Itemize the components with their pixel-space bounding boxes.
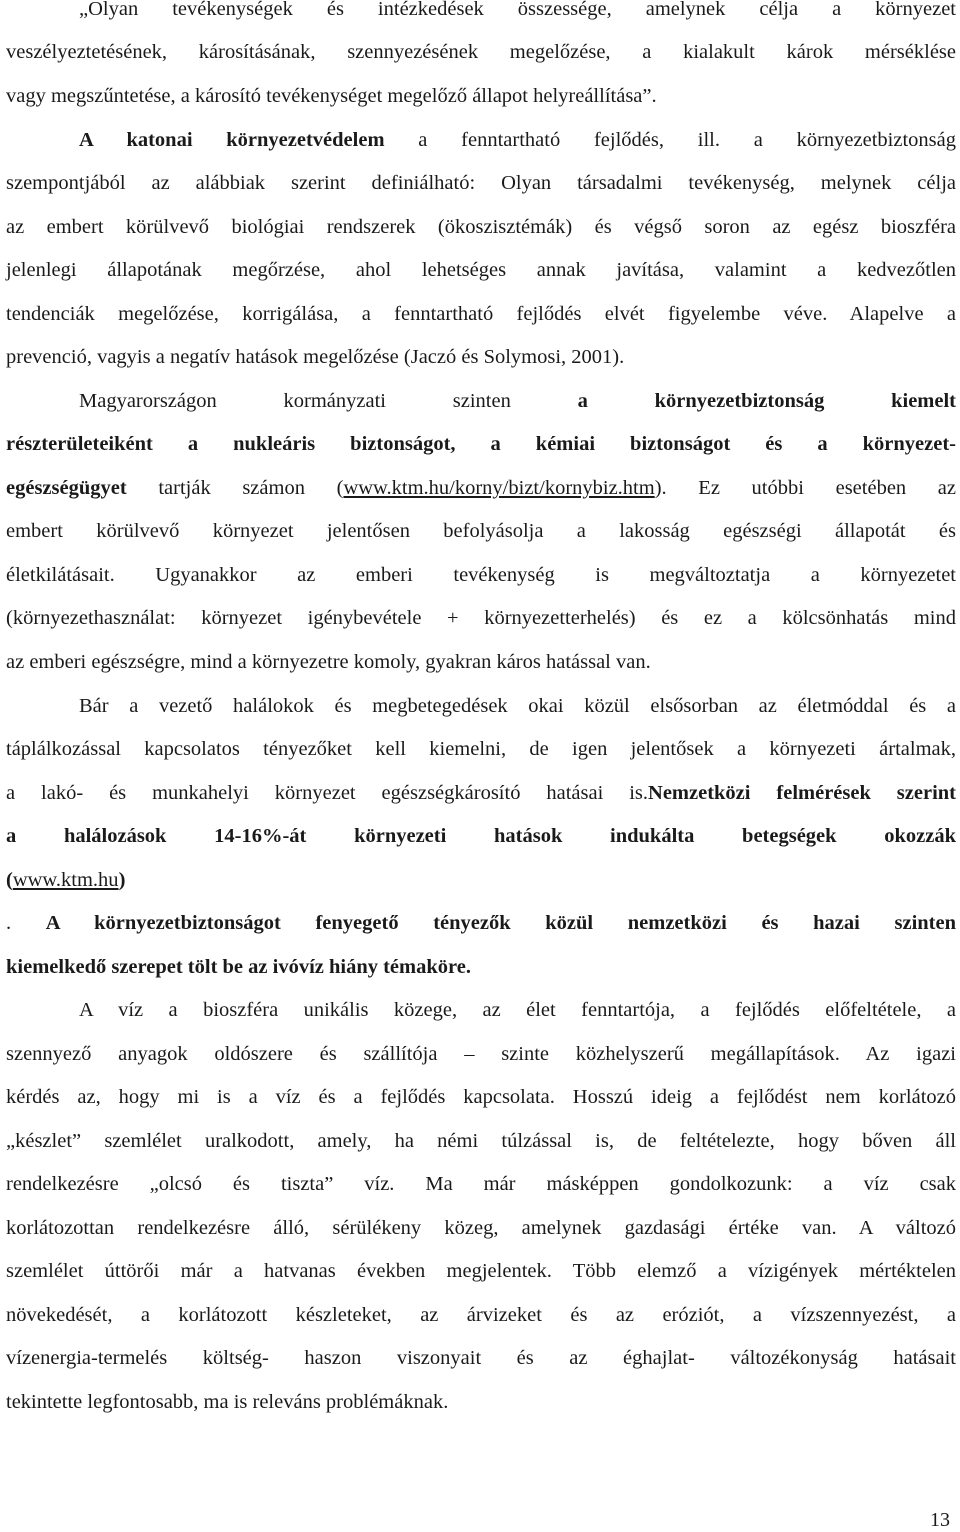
text-run: (környezethasználat: környezet igénybevétele + környezetterhelés) és ez a kölcsönhatás mind bbox=[6, 607, 956, 629]
text-run: „készlet” szemlélet uralkodott, amely, ha némi túlzással is, de feltételezte, hogy bőven áll bbox=[6, 1130, 956, 1152]
text-run: jelenlegi állapotának megőrzése, ahol lehetséges annak javítása, valamint a kedvezőtlen bbox=[6, 259, 956, 281]
text-run: „Olyan tevékenységek és intézkedések összessége, amelynek célja a környezet bbox=[79, 0, 956, 20]
paragraph-line bbox=[6, 997, 956, 1023]
paragraph-line bbox=[6, 475, 956, 501]
bold-run: egészségügyet bbox=[6, 477, 127, 499]
text-run: a lakó- és munkahelyi környezet egészségkárosító hatásai is. bbox=[6, 782, 649, 804]
bold-run: a halálozások 14-16%-át környezeti hatások indukálta betegségek okozzák bbox=[6, 825, 956, 847]
text-run: Magyarországon kormányzati szinten bbox=[79, 390, 578, 412]
text-run: ). Ez utóbbi esetében az bbox=[654, 477, 957, 499]
page-number: 13 bbox=[930, 1509, 950, 1531]
paragraph-line bbox=[6, 867, 956, 893]
paragraph-line bbox=[6, 910, 956, 936]
text-run: korlátozottan rendelkezésre álló, sérülékeny közeg, amelynek gazdasági értéke van. A változó bbox=[6, 1217, 956, 1239]
paragraph-line bbox=[6, 1302, 956, 1328]
paragraph-line bbox=[6, 344, 956, 370]
text-run: szemlélet úttörői már a hatvanas években megjelentek. Több elemző a vízigények mértéktelen bbox=[6, 1260, 956, 1282]
text-run: vagy megszűntetése, a károsító tevékenységet megelőző állapot helyreállítása”. bbox=[6, 85, 657, 107]
text-run: . bbox=[6, 912, 46, 934]
text-run: növekedését, a korlátozott készleteket, az árvizeket és az eróziót, a vízszennyezést, a bbox=[6, 1304, 956, 1326]
paragraph-line bbox=[6, 39, 956, 65]
paragraph-line bbox=[6, 301, 956, 327]
paragraph-line bbox=[6, 649, 956, 675]
bold-run: A katonai környezetvédelem bbox=[79, 129, 385, 151]
paragraph-line bbox=[6, 214, 956, 240]
text-run: az embert körülvevő biológiai rendszerek (ökoszisztémák) és végső soron az egész bioszféra bbox=[6, 216, 956, 238]
paragraph-line bbox=[6, 1128, 956, 1154]
paragraph-line bbox=[6, 780, 956, 806]
text-run: veszélyeztetésének, károsításának, szennyezésének megelőzése, a kialakult károk mérséklése bbox=[6, 41, 956, 63]
paragraph-line bbox=[6, 388, 956, 414]
text-run: embert körülvevő környezet jelentősen befolyásolja a lakosság egészségi állapotát és bbox=[6, 520, 956, 542]
paragraph-line bbox=[6, 1389, 956, 1415]
paragraph-line bbox=[6, 605, 956, 631]
text-run: rendelkezésre „olcsó és tiszta” víz. Ma már másképpen gondolkozunk: a víz csak bbox=[6, 1173, 956, 1195]
text-run: tendenciák megelőzése, korrigálása, a fenntartható fejlődés elvét figyelembe véve. Alapelve a bbox=[6, 303, 956, 325]
link-ktm[interactable]: www.ktm.hu bbox=[12, 869, 119, 891]
text-run: A víz a bioszféra unikális közege, az élet fenntartója, a fejlődés előfeltétele, a bbox=[79, 999, 956, 1021]
paragraph-line bbox=[6, 1084, 956, 1110]
bold-run: Nemzetközi felmérések szerint bbox=[648, 782, 956, 804]
paragraph-line bbox=[6, 562, 956, 588]
bold-run: kiemelkedő szerepet tölt be az ivóvíz hiány témaköre. bbox=[6, 956, 471, 978]
text-run: a fenntartható fejlődés, ill. a környezetbiztonság bbox=[384, 129, 956, 151]
paragraph-line bbox=[6, 1041, 956, 1067]
paragraph-line bbox=[6, 1258, 956, 1284]
paragraph-line bbox=[6, 0, 956, 22]
bold-run: ( bbox=[6, 869, 13, 891]
text-run: tekintette legfontosabb, ma is releváns problémáknak. bbox=[6, 1391, 449, 1413]
text-run: táplálkozással kapcsolatos tényezőket kell kiemelni, de igen jelentősek a környezeti ártalmak, bbox=[6, 738, 956, 760]
text-run: Bár a vezető halálokok és megbetegedések okai közül elsősorban az életmóddal és a bbox=[79, 695, 956, 717]
paragraph-line bbox=[6, 518, 956, 544]
text-run: tartják számon ( bbox=[126, 477, 344, 499]
text-run: szennyező anyagok oldószere és szállítója – szinte közhelyszerű megállapítások. Az igazi bbox=[6, 1043, 956, 1065]
text-run: szempontjából az alábbiak szerint definiálható: Olyan társadalmi tevékenység, melynek célja bbox=[6, 172, 956, 194]
paragraph-line bbox=[6, 257, 956, 283]
bold-run: ) bbox=[118, 869, 126, 891]
link-ktm-kornybiz[interactable]: www.ktm.hu/korny/bizt/kornybiz.htm bbox=[343, 477, 655, 499]
paragraph-line bbox=[6, 823, 956, 849]
text-run: kérdés az, hogy mi is a víz és a fejlődés kapcsolata. Hosszú ideig a fejlődést nem korlátozó bbox=[6, 1086, 956, 1108]
paragraph-line bbox=[6, 170, 956, 196]
paragraph-line bbox=[6, 1171, 956, 1197]
paragraph-line bbox=[6, 954, 956, 980]
text-run: az emberi egészségre, mind a környezetre komoly, gyakran káros hatással van. bbox=[6, 651, 651, 673]
bold-run: a környezetbiztonság kiemelt bbox=[577, 390, 957, 412]
bold-run: részterületeiként a nukleáris biztonságot, a kémiai biztonságot és a környezet- bbox=[6, 433, 956, 455]
text-run: vízenergia-termelés költség- haszon viszonyait és az éghajlat- változékonyság hatásait bbox=[6, 1347, 956, 1369]
text-run: prevenció, vagyis a negatív hatások megelőzése (Jaczó és Solymosi, 2001). bbox=[6, 346, 625, 368]
paragraph-line bbox=[6, 127, 956, 153]
paragraph-line bbox=[6, 1215, 956, 1241]
paragraph-line bbox=[6, 736, 956, 762]
paragraph-line bbox=[6, 83, 956, 109]
bold-run: A környezetbiztonságot fenyegető tényezők közül nemzetközi és hazai szinten bbox=[45, 912, 956, 934]
paragraph-line bbox=[6, 693, 956, 719]
text-run: életkilátásait. Ugyanakkor az emberi tevékenység is megváltoztatja a környezetet bbox=[6, 564, 956, 586]
paragraph-line bbox=[6, 1345, 956, 1371]
paragraph-line bbox=[6, 431, 956, 457]
